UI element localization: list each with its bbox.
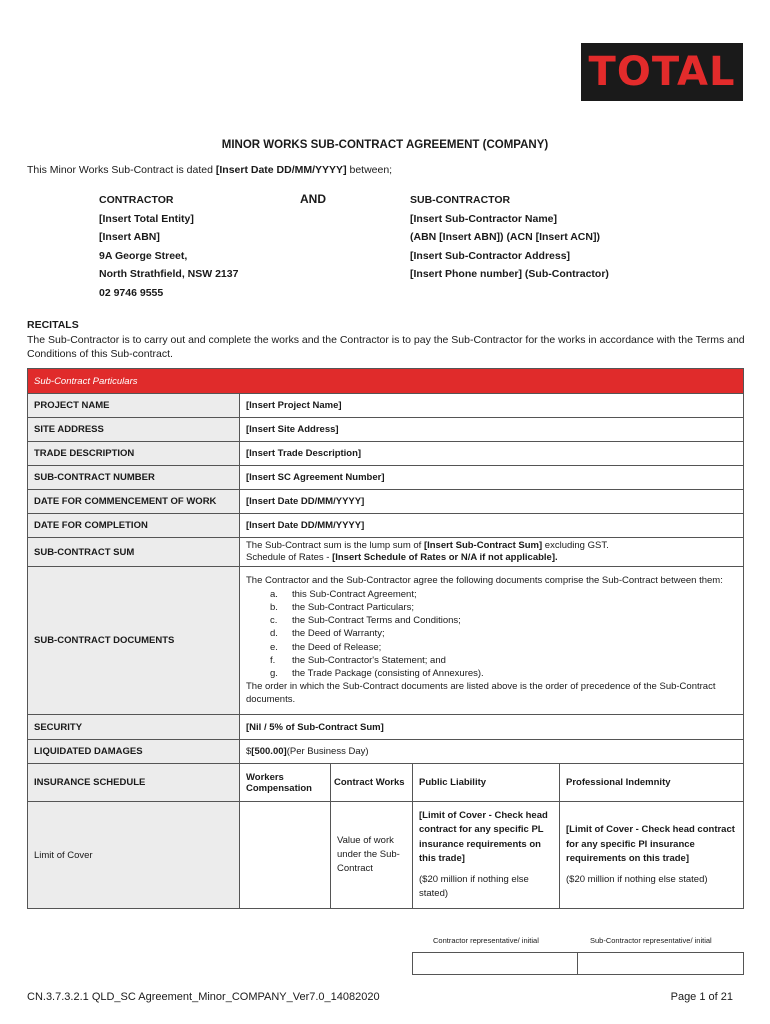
- liquidated-damages-value: [240, 740, 744, 764]
- list-item: [246, 614, 737, 627]
- public-liability-header: Public Liability: [413, 764, 560, 802]
- and-label: AND: [300, 192, 326, 206]
- total-logo: [581, 43, 743, 101]
- contractor-block: [99, 191, 238, 303]
- ld-prefix: $: [246, 746, 252, 757]
- professional-indemnity-header: Professional Indemnity: [560, 764, 744, 802]
- list-item: [246, 601, 737, 614]
- intro-date: [Insert Date DD/MM/YYYY]: [215, 164, 347, 176]
- subcontract-sum-label: SUB-CONTRACT SUM: [28, 538, 240, 567]
- contractor-initial-field[interactable]: [412, 952, 578, 975]
- list-item: [246, 667, 737, 680]
- contractor-entity: [Insert Total Entity]: [99, 212, 194, 225]
- sum-line2-bold: [Insert Schedule of Rates or N/A if not applicable].: [332, 552, 558, 563]
- contractor-abn: [Insert ABN]: [99, 231, 160, 244]
- limit-of-cover-label: Limit of Cover: [28, 802, 240, 909]
- intro-prefix: This Minor Works Sub-Contract is dated: [27, 164, 216, 176]
- subcontractor-phone: [Insert Phone number] (Sub-Contractor): [410, 268, 609, 281]
- subcontract-number-value: [Insert SC Agreement Number]: [240, 466, 744, 490]
- list-marker: d.: [270, 628, 278, 640]
- workers-comp-header: Workers Compensation: [240, 764, 331, 802]
- contractor-street: 9A George Street,: [99, 249, 188, 262]
- subcontract-sum-value: [240, 538, 744, 567]
- public-liability-value: [413, 802, 560, 909]
- project-name-label: PROJECT NAME: [28, 394, 240, 418]
- insurance-schedule-label: INSURANCE SCHEDULE: [28, 764, 240, 802]
- completion-date-value: [Insert Date DD/MM/YYYY]: [240, 514, 744, 538]
- list-text: the Deed of Release;: [292, 641, 382, 653]
- trade-description-value: [Insert Trade Description]: [240, 442, 744, 466]
- pl-limit: [Limit of Cover - Check head contract for any specific PL insurance requirements on this trade]: [419, 809, 548, 864]
- project-name-value: [Insert Project Name]: [240, 394, 744, 418]
- recitals-text: The Sub-Contractor is to carry out and complete the works and the Contractor is to pay the Sub-Contractor for the works in accordance with the Terms and Conditions of this Sub-contract.: [27, 334, 745, 360]
- ld-amount: [500.00]: [251, 746, 287, 757]
- list-marker: c.: [270, 615, 278, 627]
- sum-line1-prefix: The Sub-Contract sum is the lump sum of: [246, 540, 424, 551]
- list-item: [246, 627, 737, 640]
- pi-limit: [Limit of Cover - Check head contract for any specific PI insurance requirements on this trade]: [566, 824, 735, 864]
- list-item: [246, 654, 737, 667]
- subcontractor-name: [Insert Sub-Contractor Name]: [410, 212, 558, 225]
- workers-comp-value: [240, 802, 331, 909]
- particulars-table: [27, 368, 744, 909]
- contractor-initial-label: Contractor representative/ initial: [433, 936, 539, 945]
- security-value: [Nil / 5% of Sub-Contract Sum]: [240, 715, 744, 740]
- document-reference: CN.3.7.3.2.1 QLD_SC Agreement_Minor_COMPANY_Ver7.0_14082020: [27, 991, 380, 1003]
- subcontractor-abn: (ABN [Insert ABN]) (ACN [Insert ACN]): [410, 231, 600, 244]
- list-marker: g.: [270, 667, 278, 679]
- security-label: SECURITY: [28, 715, 240, 740]
- liquidated-damages-label: LIQUIDATED DAMAGES: [28, 740, 240, 764]
- page-number: Page 1 of 21: [670, 991, 733, 1003]
- list-text: the Deed of Warranty;: [292, 628, 385, 640]
- subcontract-documents-label: SUB-CONTRACT DOCUMENTS: [28, 567, 240, 715]
- sum-line1-suffix: excluding GST.: [542, 540, 609, 551]
- documents-outro: The order in which the Sub-Contract documents are listed above is the order of precedence of the Sub-Contract documents.: [246, 681, 716, 706]
- subcontractor-initial-label: Sub-Contractor representative/ initial: [590, 936, 712, 945]
- contractor-heading: CONTRACTOR: [99, 194, 174, 206]
- sum-line1-bold: [Insert Sub-Contract Sum]: [423, 540, 543, 551]
- list-marker: e.: [270, 641, 278, 653]
- commencement-date-label: DATE FOR COMMENCEMENT OF WORK: [28, 490, 240, 514]
- list-text: this Sub-Contract Agreement;: [292, 588, 417, 600]
- subcontractor-block: [410, 191, 609, 284]
- list-text: the Trade Package (consisting of Annexures).: [292, 667, 484, 679]
- completion-date-label: DATE FOR COMPLETION: [28, 514, 240, 538]
- list-item: [246, 641, 737, 654]
- pl-note: ($20 million if nothing else stated): [419, 873, 529, 899]
- documents-intro: The Contractor and the Sub-Contractor agree the following documents comprise the Sub-Contract between them:: [246, 575, 723, 587]
- contractor-phone: 02 9746 9555: [99, 286, 164, 299]
- intro-suffix: between;: [346, 164, 393, 176]
- particulars-header: Sub-Contract Particulars: [28, 369, 744, 394]
- subcontractor-heading: SUB-CONTRACTOR: [410, 194, 511, 206]
- list-text: the Sub-Contract Terms and Conditions;: [292, 615, 461, 627]
- contract-works-header: Contract Works: [331, 764, 413, 802]
- site-address-label: SITE ADDRESS: [28, 418, 240, 442]
- logo-text: TOTAL: [588, 49, 736, 95]
- ld-suffix: (Per Business Day): [286, 746, 369, 757]
- site-address-value: [Insert Site Address]: [240, 418, 744, 442]
- list-item: [246, 588, 737, 601]
- list-marker: a.: [270, 588, 278, 600]
- list-marker: b.: [270, 601, 278, 613]
- list-text: the Sub-Contract Particulars;: [292, 601, 414, 613]
- list-text: the Sub-Contractor's Statement; and: [292, 654, 446, 666]
- pi-note: ($20 million if nothing else stated): [566, 873, 708, 885]
- professional-indemnity-value: [560, 802, 744, 909]
- subcontract-number-label: SUB-CONTRACT NUMBER: [28, 466, 240, 490]
- trade-description-label: TRADE DESCRIPTION: [28, 442, 240, 466]
- documents-list: [246, 588, 737, 680]
- commencement-date-value: [Insert Date DD/MM/YYYY]: [240, 490, 744, 514]
- contract-works-value: Value of work under the Sub-Contract: [331, 802, 413, 909]
- intro-line: [27, 164, 392, 176]
- document-title: MINOR WORKS SUB-CONTRACT AGREEMENT (COMPANY): [221, 139, 549, 151]
- recitals-heading: RECITALS: [27, 319, 79, 331]
- contractor-suburb: North Strathfield, NSW 2137: [99, 268, 239, 281]
- subcontractor-initial-field[interactable]: [577, 952, 744, 975]
- list-marker: f.: [270, 654, 276, 666]
- subcontractor-address: [Insert Sub-Contractor Address]: [410, 249, 571, 262]
- sum-line2-prefix: Schedule of Rates -: [246, 552, 333, 563]
- subcontract-documents-value: [240, 567, 744, 715]
